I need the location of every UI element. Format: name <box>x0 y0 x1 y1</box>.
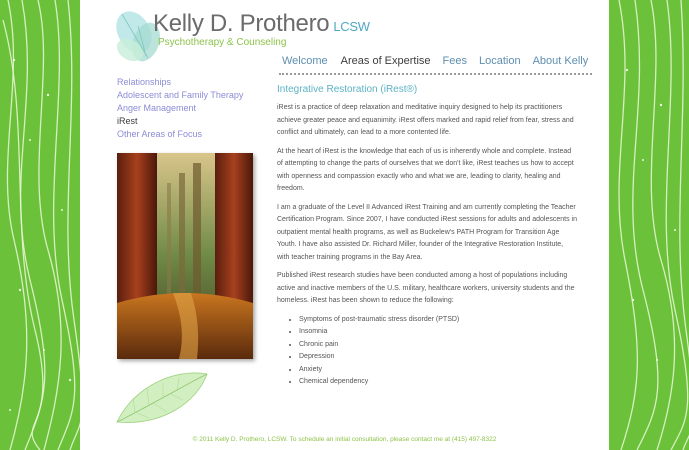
sidebar-navigation <box>117 76 243 141</box>
sidebar-item-relationships[interactable]: Relationships <box>117 77 172 87</box>
nav-location[interactable]: Location <box>479 55 521 67</box>
nav-areas-of-expertise[interactable]: Areas of Expertise <box>340 55 431 67</box>
nav-about-kelly[interactable]: About Kelly <box>532 55 589 67</box>
list-item: • Depression <box>299 351 577 364</box>
list-item: • Chemical dependency <box>299 376 577 389</box>
main-navigation <box>279 55 592 75</box>
site-title-credential: LCSW <box>333 19 370 34</box>
page-title: Integrative Restoration (iRest®) <box>277 84 418 95</box>
page-content-area <box>80 0 609 450</box>
paragraph: iRest is a practice of deep relaxation and meditative inquiry designed to help its practitioners achieve greater peace and equanimity. iRest offers marked and rapid relief from fear, stress and conflict and ultimately, can lead to a more contented life. <box>277 104 574 136</box>
list-item: • Insomnia <box>299 326 577 339</box>
benefits-list <box>277 314 577 389</box>
footer-copyright: © 2011 Kelly D. Prothero, LCSW. To schedule an initial consultation, please contact me at (415) 497-8322 <box>192 436 497 443</box>
leaf-icon <box>113 368 211 426</box>
paragraph: At the heart of iRest is the knowledge that each of us is inherently whole and complete. Instead of attempting to change the parts of ourselves that we don't like, iRest teaches us how to accept with openness and compassion exactly who and what we are, leading to clarity, healing and freedom. <box>277 147 574 192</box>
sidebar-item-other-areas[interactable]: Other Areas of Focus <box>117 129 203 139</box>
sidebar-item-adolescent-family-therapy[interactable]: Adolescent and Family Therapy <box>117 90 244 100</box>
main-content <box>277 83 577 389</box>
paragraph: Published iRest research studies have been conducted among a host of populations including active and inactive members of the U.S. military, healthcare workers, university students and the homeless. iRest has been shown to reduce the following: <box>277 272 575 304</box>
list-item: • Symptoms of post-traumatic stress disorder (PTSD) <box>299 314 577 327</box>
site-title <box>153 10 370 38</box>
list-item: • Chronic pain <box>299 339 577 352</box>
list-item: • Anxiety <box>299 364 577 377</box>
paragraph: I am a graduate of the Level II Advanced iRest Training and am currently completing the Teacher Certification Program. Since 2007, I have conducted iRest sessions for adults and adolescents in outpatient mental health programs, as well as Buckelew's PATH Program for Transition Age Youth. I have also assisted Dr. Richard Miller, founder of the Integrative Restoration Institute, with teacher training programs in the Bay Area. <box>277 203 577 261</box>
sidebar-item-anger-management[interactable]: Anger Management <box>117 103 197 113</box>
sidebar-item-irest[interactable]: iRest <box>117 116 138 126</box>
site-title-name: Kelly D. Prothero <box>153 10 330 37</box>
site-tagline: Psychotherapy & Counseling <box>158 37 287 48</box>
left-vine-decoration <box>0 0 80 450</box>
nav-fees[interactable]: Fees <box>442 55 467 67</box>
redwood-forest-photo <box>117 153 253 359</box>
right-vine-decoration <box>609 0 689 450</box>
nav-welcome[interactable]: Welcome <box>282 55 328 67</box>
